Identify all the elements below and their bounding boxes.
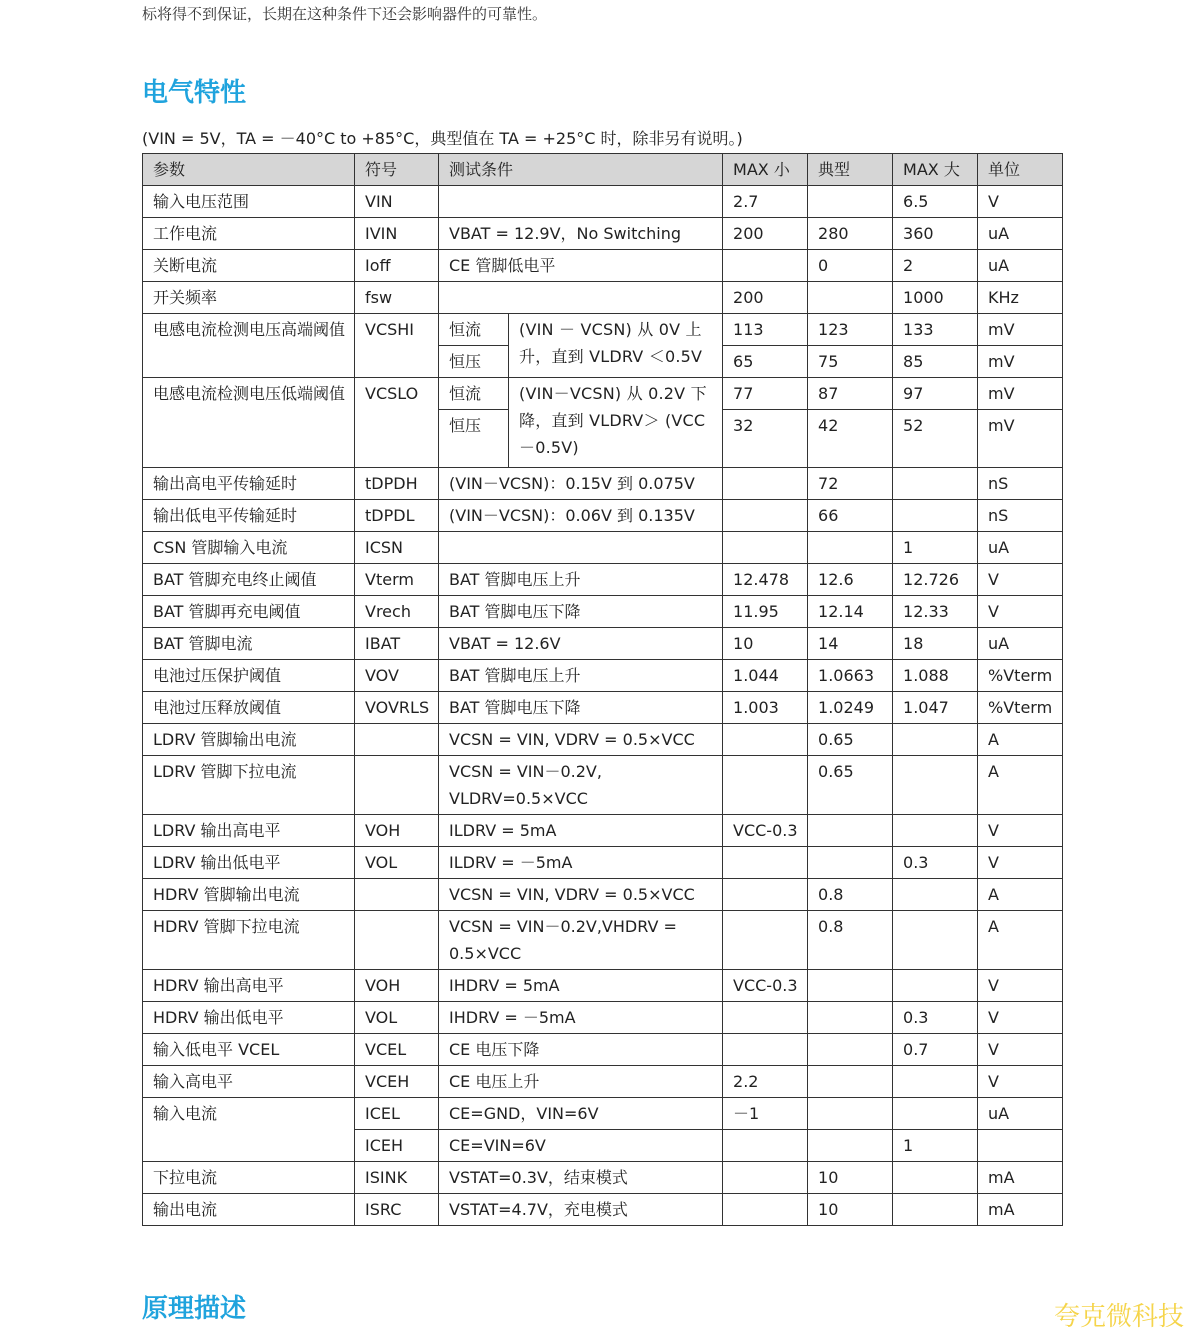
cell-param: 下拉电流 [143, 1162, 355, 1194]
cell-max: 12.726 [893, 564, 978, 596]
cell-typ [808, 1034, 893, 1066]
cell-condition: BAT 管脚电压上升 [439, 564, 723, 596]
cell-symbol: ISINK [355, 1162, 439, 1194]
watermark-logo-text: 夸克微科技 [1053, 1302, 1184, 1332]
cell-param: 工作电流 [143, 218, 355, 250]
cell-min [723, 500, 808, 532]
header-condition: 测试条件 [439, 154, 723, 186]
cell-max: 85 [893, 346, 978, 378]
section-title-electrical: 电气特性 [142, 78, 247, 108]
table-row [143, 1162, 1063, 1194]
cell-unit: V [978, 1066, 1063, 1098]
cell-sublabel: 恒流 [439, 378, 509, 410]
cell-condition: CE 管脚低电平 [439, 250, 723, 282]
table-row [143, 596, 1063, 628]
cell-typ: 14 [808, 628, 893, 660]
cell-symbol: Vterm [355, 564, 439, 596]
cell-condition: CE 电压上升 [439, 1066, 723, 1098]
cell-param: HDRV 管脚下拉电流 [143, 911, 355, 970]
cell-max: 133 [893, 314, 978, 346]
cell-symbol: IBAT [355, 628, 439, 660]
cell-condition: VCSN = VIN－0.2V, VLDRV=0.5×VCC [439, 756, 723, 815]
cell-condition: BAT 管脚电压下降 [439, 692, 723, 724]
cell-param: 电感电流检测电压高端阈值 [143, 314, 355, 378]
cell-unit: A [978, 911, 1063, 970]
cell-unit: A [978, 879, 1063, 911]
cell-min: 2.2 [723, 1066, 808, 1098]
cell-symbol: VCSLO [355, 378, 439, 468]
cell-sublabel: 恒压 [439, 410, 509, 468]
cell-unit: uA [978, 628, 1063, 660]
cell-max [893, 756, 978, 815]
cell-param: LDRV 管脚下拉电流 [143, 756, 355, 815]
cell-typ [808, 1066, 893, 1098]
cell-param: 输入低电平 VCEL [143, 1034, 355, 1066]
cell-symbol: VOH [355, 970, 439, 1002]
cell-max: 0.3 [893, 1002, 978, 1034]
cell-symbol: Vrech [355, 596, 439, 628]
table-header-row [143, 154, 1063, 186]
cell-condition: (VIN－VCSN) 从 0.2V 下降，直到 VLDRV＞ (VCC －0.5V) [509, 378, 723, 468]
cell-typ: 10 [808, 1162, 893, 1194]
cell-unit: V [978, 596, 1063, 628]
cell-symbol [355, 911, 439, 970]
cell-typ [808, 970, 893, 1002]
cell-condition: ILDRV = －5mA [439, 847, 723, 879]
cell-min [723, 756, 808, 815]
cell-symbol: VOVRLS [355, 692, 439, 724]
table-row [143, 378, 1063, 410]
cell-typ [808, 532, 893, 564]
cell-unit: A [978, 724, 1063, 756]
cell-symbol: tDPDL [355, 500, 439, 532]
cell-condition: VCSN = VIN－0.2V,VHDRV = 0.5×VCC [439, 911, 723, 970]
table-row [143, 218, 1063, 250]
table-row [143, 1002, 1063, 1034]
cell-param: HDRV 输出低电平 [143, 1002, 355, 1034]
cell-unit: V [978, 1034, 1063, 1066]
cell-condition: IHDRV = 5mA [439, 970, 723, 1002]
header-min: MAX 小 [723, 154, 808, 186]
cell-condition [439, 532, 723, 564]
table-row [143, 879, 1063, 911]
cell-unit: %Vterm [978, 692, 1063, 724]
header-symbol: 符号 [355, 154, 439, 186]
cell-condition: (VIN－VCSN)：0.15V 到 0.075V [439, 468, 723, 500]
cell-max [893, 500, 978, 532]
cell-min: 32 [723, 410, 808, 468]
cell-unit: V [978, 847, 1063, 879]
cell-typ: 66 [808, 500, 893, 532]
cell-condition: VSTAT=0.3V，结束模式 [439, 1162, 723, 1194]
cell-condition: VBAT = 12.9V，No Switching [439, 218, 723, 250]
cell-min: 11.95 [723, 596, 808, 628]
cell-param: LDRV 输出高电平 [143, 815, 355, 847]
cell-param: 开关频率 [143, 282, 355, 314]
cell-unit: uA [978, 1098, 1063, 1130]
table-row [143, 1194, 1063, 1226]
table-row [143, 250, 1063, 282]
cell-unit: mV [978, 314, 1063, 346]
cell-param: 输入电压范围 [143, 186, 355, 218]
cell-param: BAT 管脚充电终止阈值 [143, 564, 355, 596]
cell-param: BAT 管脚电流 [143, 628, 355, 660]
cell-typ: 0.65 [808, 724, 893, 756]
cell-max: 97 [893, 378, 978, 410]
cell-min: 113 [723, 314, 808, 346]
table-row [143, 660, 1063, 692]
cell-unit: mV [978, 378, 1063, 410]
cell-typ: 1.0663 [808, 660, 893, 692]
table-row [143, 724, 1063, 756]
cell-unit: mA [978, 1194, 1063, 1226]
cell-max: 1.088 [893, 660, 978, 692]
table-row [143, 532, 1063, 564]
cell-condition: (VIN － VCSN) 从 0V 上升，直到 VLDRV ＜0.5V [509, 314, 723, 378]
cell-min: 10 [723, 628, 808, 660]
cell-max: 6.5 [893, 186, 978, 218]
cell-condition: VBAT = 12.6V [439, 628, 723, 660]
cell-param: BAT 管脚再充电阈值 [143, 596, 355, 628]
cell-symbol: VCEL [355, 1034, 439, 1066]
cell-param: 关断电流 [143, 250, 355, 282]
cell-max [893, 815, 978, 847]
cell-max [893, 911, 978, 970]
test-conditions-note: (VIN = 5V，TA = －40°C to +85°C，典型值在 TA = +25°C 时，除非另有说明。) [142, 129, 743, 148]
cell-min [723, 250, 808, 282]
cell-param: LDRV 输出低电平 [143, 847, 355, 879]
cell-typ [808, 1002, 893, 1034]
cell-typ: 0.8 [808, 879, 893, 911]
cell-min [723, 847, 808, 879]
cell-condition [439, 186, 723, 218]
cell-unit: V [978, 564, 1063, 596]
cell-unit: V [978, 815, 1063, 847]
cell-symbol: ICEL [355, 1098, 439, 1130]
cell-symbol [355, 879, 439, 911]
cell-min [723, 532, 808, 564]
cell-max [893, 1066, 978, 1098]
cell-symbol: ICSN [355, 532, 439, 564]
cell-sublabel: 恒流 [439, 314, 509, 346]
cell-max [893, 970, 978, 1002]
cell-unit: mA [978, 1162, 1063, 1194]
cell-typ [808, 1130, 893, 1162]
cell-param: 输出高电平传输延时 [143, 468, 355, 500]
cell-typ: 280 [808, 218, 893, 250]
cell-symbol: Ioff [355, 250, 439, 282]
cell-symbol: VCEH [355, 1066, 439, 1098]
cell-condition: BAT 管脚电压上升 [439, 660, 723, 692]
cell-param: 电感电流检测电压低端阈值 [143, 378, 355, 468]
cell-param: 输出电流 [143, 1194, 355, 1226]
cell-symbol: ICEH [355, 1130, 439, 1162]
table-row [143, 1098, 1063, 1130]
cell-typ: 42 [808, 410, 893, 468]
cell-condition: (VIN－VCSN)：0.06V 到 0.135V [439, 500, 723, 532]
cell-min: －1 [723, 1098, 808, 1130]
cell-symbol: IVIN [355, 218, 439, 250]
cell-min: VCC-0.3 [723, 970, 808, 1002]
cell-symbol: VOH [355, 815, 439, 847]
cell-max [893, 879, 978, 911]
cell-typ: 72 [808, 468, 893, 500]
cell-unit: uA [978, 250, 1063, 282]
cell-unit: nS [978, 500, 1063, 532]
cell-condition: IHDRV = －5mA [439, 1002, 723, 1034]
header-max: MAX 大 [893, 154, 978, 186]
cell-param: 输出低电平传输延时 [143, 500, 355, 532]
cell-condition: ILDRV = 5mA [439, 815, 723, 847]
cell-min [723, 1002, 808, 1034]
cell-max: 12.33 [893, 596, 978, 628]
cell-symbol: fsw [355, 282, 439, 314]
cell-unit: nS [978, 468, 1063, 500]
table-row [143, 468, 1063, 500]
cell-min: 12.478 [723, 564, 808, 596]
cell-min [723, 1162, 808, 1194]
cell-min: VCC-0.3 [723, 815, 808, 847]
cell-max: 0.3 [893, 847, 978, 879]
table-row [143, 970, 1063, 1002]
cell-max: 0.7 [893, 1034, 978, 1066]
cell-typ: 123 [808, 314, 893, 346]
table-row [143, 1034, 1063, 1066]
cell-param: CSN 管脚输入电流 [143, 532, 355, 564]
intro-text-fragment: 标将得不到保证，长期在这种条件下还会影响器件的可靠性。 [142, 5, 548, 23]
cell-param: 输入高电平 [143, 1066, 355, 1098]
cell-typ: 1.0249 [808, 692, 893, 724]
cell-condition: CE 电压下降 [439, 1034, 723, 1066]
table-row [143, 756, 1063, 815]
table-row [143, 282, 1063, 314]
cell-unit [978, 1130, 1063, 1162]
cell-param: HDRV 输出高电平 [143, 970, 355, 1002]
cell-condition: CE=VIN=6V [439, 1130, 723, 1162]
cell-max [893, 1162, 978, 1194]
table-row [143, 815, 1063, 847]
table-row [143, 692, 1063, 724]
cell-symbol: VCSHI [355, 314, 439, 378]
cell-max: 1.047 [893, 692, 978, 724]
cell-unit: %Vterm [978, 660, 1063, 692]
cell-condition [439, 282, 723, 314]
cell-param: 输入电流 [143, 1098, 355, 1162]
cell-min [723, 879, 808, 911]
cell-unit: V [978, 186, 1063, 218]
table-row [143, 911, 1063, 970]
cell-min: 1.044 [723, 660, 808, 692]
cell-max [893, 1098, 978, 1130]
cell-typ [808, 815, 893, 847]
cell-symbol: tDPDH [355, 468, 439, 500]
cell-typ [808, 186, 893, 218]
cell-unit: mV [978, 346, 1063, 378]
cell-condition: VCSN = VIN, VDRV = 0.5×VCC [439, 724, 723, 756]
cell-min [723, 1034, 808, 1066]
cell-typ: 0.65 [808, 756, 893, 815]
cell-min: 200 [723, 218, 808, 250]
cell-min [723, 724, 808, 756]
cell-unit: KHz [978, 282, 1063, 314]
header-param: 参数 [143, 154, 355, 186]
cell-sublabel: 恒压 [439, 346, 509, 378]
table-row [143, 186, 1063, 218]
cell-typ [808, 847, 893, 879]
cell-condition: VCSN = VIN, VDRV = 0.5×VCC [439, 879, 723, 911]
cell-min [723, 1130, 808, 1162]
table-row [143, 564, 1063, 596]
table-row [143, 1066, 1063, 1098]
cell-max [893, 468, 978, 500]
cell-param: LDRV 管脚输出电流 [143, 724, 355, 756]
table-row [143, 628, 1063, 660]
cell-symbol [355, 724, 439, 756]
cell-min [723, 468, 808, 500]
header-unit: 单位 [978, 154, 1063, 186]
cell-min: 65 [723, 346, 808, 378]
electrical-characteristics-table [142, 153, 1063, 1226]
header-typ: 典型 [808, 154, 893, 186]
cell-max: 18 [893, 628, 978, 660]
cell-unit: V [978, 970, 1063, 1002]
cell-min [723, 911, 808, 970]
cell-typ: 12.14 [808, 596, 893, 628]
cell-max [893, 724, 978, 756]
cell-typ: 0.8 [808, 911, 893, 970]
cell-unit: A [978, 756, 1063, 815]
cell-typ: 87 [808, 378, 893, 410]
cell-max: 1 [893, 532, 978, 564]
cell-typ: 75 [808, 346, 893, 378]
cell-condition: BAT 管脚电压下降 [439, 596, 723, 628]
cell-condition: VSTAT=4.7V，充电模式 [439, 1194, 723, 1226]
cell-param: HDRV 管脚输出电流 [143, 879, 355, 911]
cell-max: 1000 [893, 282, 978, 314]
cell-symbol: VOL [355, 847, 439, 879]
cell-typ: 12.6 [808, 564, 893, 596]
cell-symbol: ISRC [355, 1194, 439, 1226]
cell-min: 2.7 [723, 186, 808, 218]
table-row [143, 500, 1063, 532]
cell-symbol: VOV [355, 660, 439, 692]
cell-unit: uA [978, 218, 1063, 250]
cell-unit: mV [978, 410, 1063, 468]
table-row [143, 314, 1063, 346]
cell-max: 2 [893, 250, 978, 282]
cell-min: 1.003 [723, 692, 808, 724]
cell-symbol [355, 756, 439, 815]
cell-min: 77 [723, 378, 808, 410]
cell-condition: CE=GND，VIN=6V [439, 1098, 723, 1130]
cell-max: 360 [893, 218, 978, 250]
cell-typ: 0 [808, 250, 893, 282]
cell-typ [808, 282, 893, 314]
cell-max: 52 [893, 410, 978, 468]
cell-param: 电池过压释放阈值 [143, 692, 355, 724]
cell-typ [808, 1098, 893, 1130]
cell-param: 电池过压保护阈值 [143, 660, 355, 692]
table-row [143, 847, 1063, 879]
cell-typ: 10 [808, 1194, 893, 1226]
section-title-principle: 原理描述 [142, 1294, 247, 1324]
cell-min [723, 1194, 808, 1226]
cell-unit: V [978, 1002, 1063, 1034]
cell-max [893, 1194, 978, 1226]
cell-symbol: VIN [355, 186, 439, 218]
cell-symbol: VOL [355, 1002, 439, 1034]
cell-max: 1 [893, 1130, 978, 1162]
cell-min: 200 [723, 282, 808, 314]
cell-unit: uA [978, 532, 1063, 564]
